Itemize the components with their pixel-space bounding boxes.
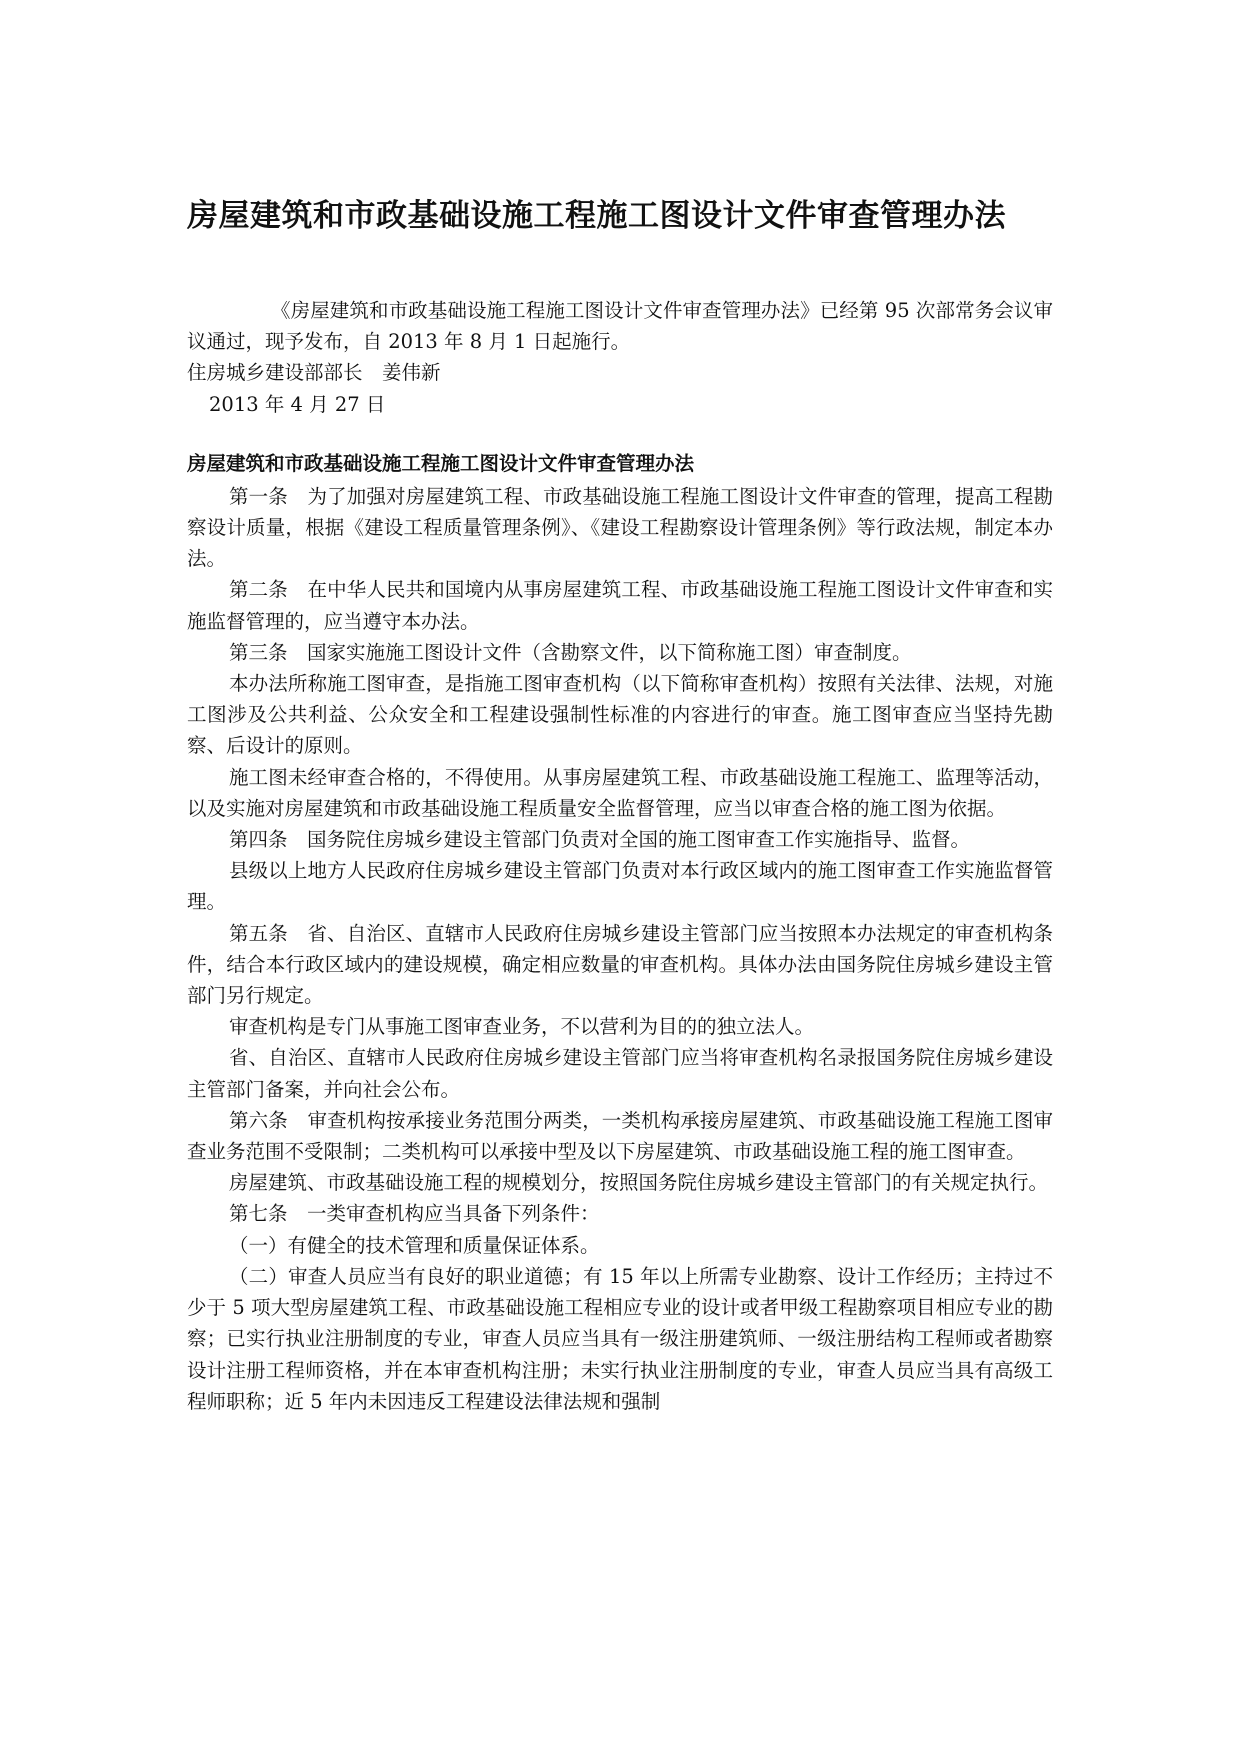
article-5-paragraph-3: 省、自治区、直辖市人民政府住房城乡建设主管部门应当将审查机构名录报国务院住房城乡建设主管部门备案，并向社会公布。 bbox=[187, 1046, 1053, 1101]
article-2: 第二条 在中华人民共和国境内从事房屋建筑工程、市政基础设施工程施工图设计文件审查和实施监督管理的，应当遵守本办法。 bbox=[187, 578, 1053, 633]
article-3-paragraph-2: 本办法所称施工图审查，是指施工图审查机构（以下简称审查机构）按照有关法律、法规，对施工图涉及公共利益、公众安全和工程建设强制性标准的内容进行的审查。施工图审查应当坚持先勘察、后设计的原则。 bbox=[187, 672, 1053, 758]
signature: 住房城乡建设部部长 姜伟新 bbox=[187, 361, 441, 385]
article-5: 第五条 省、自治区、直辖市人民政府住房城乡建设主管部门应当按照本办法规定的审查机构条件，结合本行政区域内的建设规模，确定相应数量的审查机构。具体办法由国务院住房城乡建设主管部门另行规定。 bbox=[187, 921, 1053, 1008]
article-6-paragraph-2: 房屋建筑、市政基础设施工程的规模划分，按照国务院住房城乡建设主管部门的有关规定执行。 bbox=[229, 1171, 1049, 1195]
article-3-paragraph-3: 施工图未经审查合格的，不得使用。从事房屋建筑工程、市政基础设施工程施工、监理等活动，以及实施对房屋建筑和市政基础设施工程质量安全监督管理，应当以审查合格的施工图为依据。 bbox=[187, 765, 1053, 820]
article-6: 第六条 审查机构按承接业务范围分两类，一类机构承接房屋建筑、市政基础设施工程施工图审查业务范围不受限制；二类机构可以承接中型及以下房屋建筑、市政基础设施工程的施工图审查。 bbox=[187, 1108, 1053, 1164]
regulation-subtitle: 房屋建筑和市政基础设施工程施工图设计文件审查管理办法 bbox=[187, 451, 695, 475]
announcement bbox=[187, 295, 1053, 420]
announcement-text: 《房屋建筑和市政基础设施工程施工图设计文件审查管理办法》已经第 95 次部常务会议审议通过，现予发布，自 2013 年 8 月 1 日起施行。 bbox=[187, 299, 1053, 354]
article-3: 第三条 国家实施施工图设计文件（含勘察文件，以下简称施工图）审查制度。 bbox=[229, 640, 912, 664]
article-5-paragraph-2: 审查机构是专门从事施工图审查业务，不以营利为目的的独立法人。 bbox=[229, 1015, 815, 1039]
document-content bbox=[187, 185, 1053, 1417]
article-7-item-2: （二）审查人员应当有良好的职业道德；有 15 年以上所需专业勘察、设计工作经历；主持过不少于 5 项大型房屋建筑工程、市政基础设施工程相应专业的设计或者甲级工程勘察项目相应专业的勘察；已实行执业注册制度的专业，审查人员应当具有一级注册建筑师、一级注册结构工程师或者勘察设计注册工程师资格，并在本审查机构注册；未实行执业注册制度的专业，审查人员应当具有高级工程师职称；近 5 年内未因违反工程建设法律法规和强制 bbox=[187, 1264, 1053, 1413]
regulation-body bbox=[187, 481, 1053, 1417]
announcement-date: 2013 年 4 月 27 日 bbox=[209, 392, 386, 416]
document-title: 房屋建筑和市政基础设施工程施工图设计文件审查管理办法 bbox=[187, 198, 1006, 234]
article-1: 第一条 为了加强对房屋建筑工程、市政基础设施工程施工图设计文件审查的管理，提高工程勘察设计质量，根据《建设工程质量管理条例》、《建设工程勘察设计管理条例》等行政法规，制定本办法。 bbox=[187, 484, 1053, 571]
article-7: 第七条 一类审查机构应当具备下列条件： bbox=[229, 1202, 600, 1226]
article-4: 第四条 国务院住房城乡建设主管部门负责对全国的施工图审查工作实施指导、监督。 bbox=[229, 828, 971, 852]
article-7-item-1: （一）有健全的技术管理和质量保证体系。 bbox=[229, 1233, 600, 1257]
article-4-paragraph-2: 县级以上地方人民政府住房城乡建设主管部门负责对本行政区域内的施工图审查工作实施监督管理。 bbox=[187, 859, 1053, 914]
